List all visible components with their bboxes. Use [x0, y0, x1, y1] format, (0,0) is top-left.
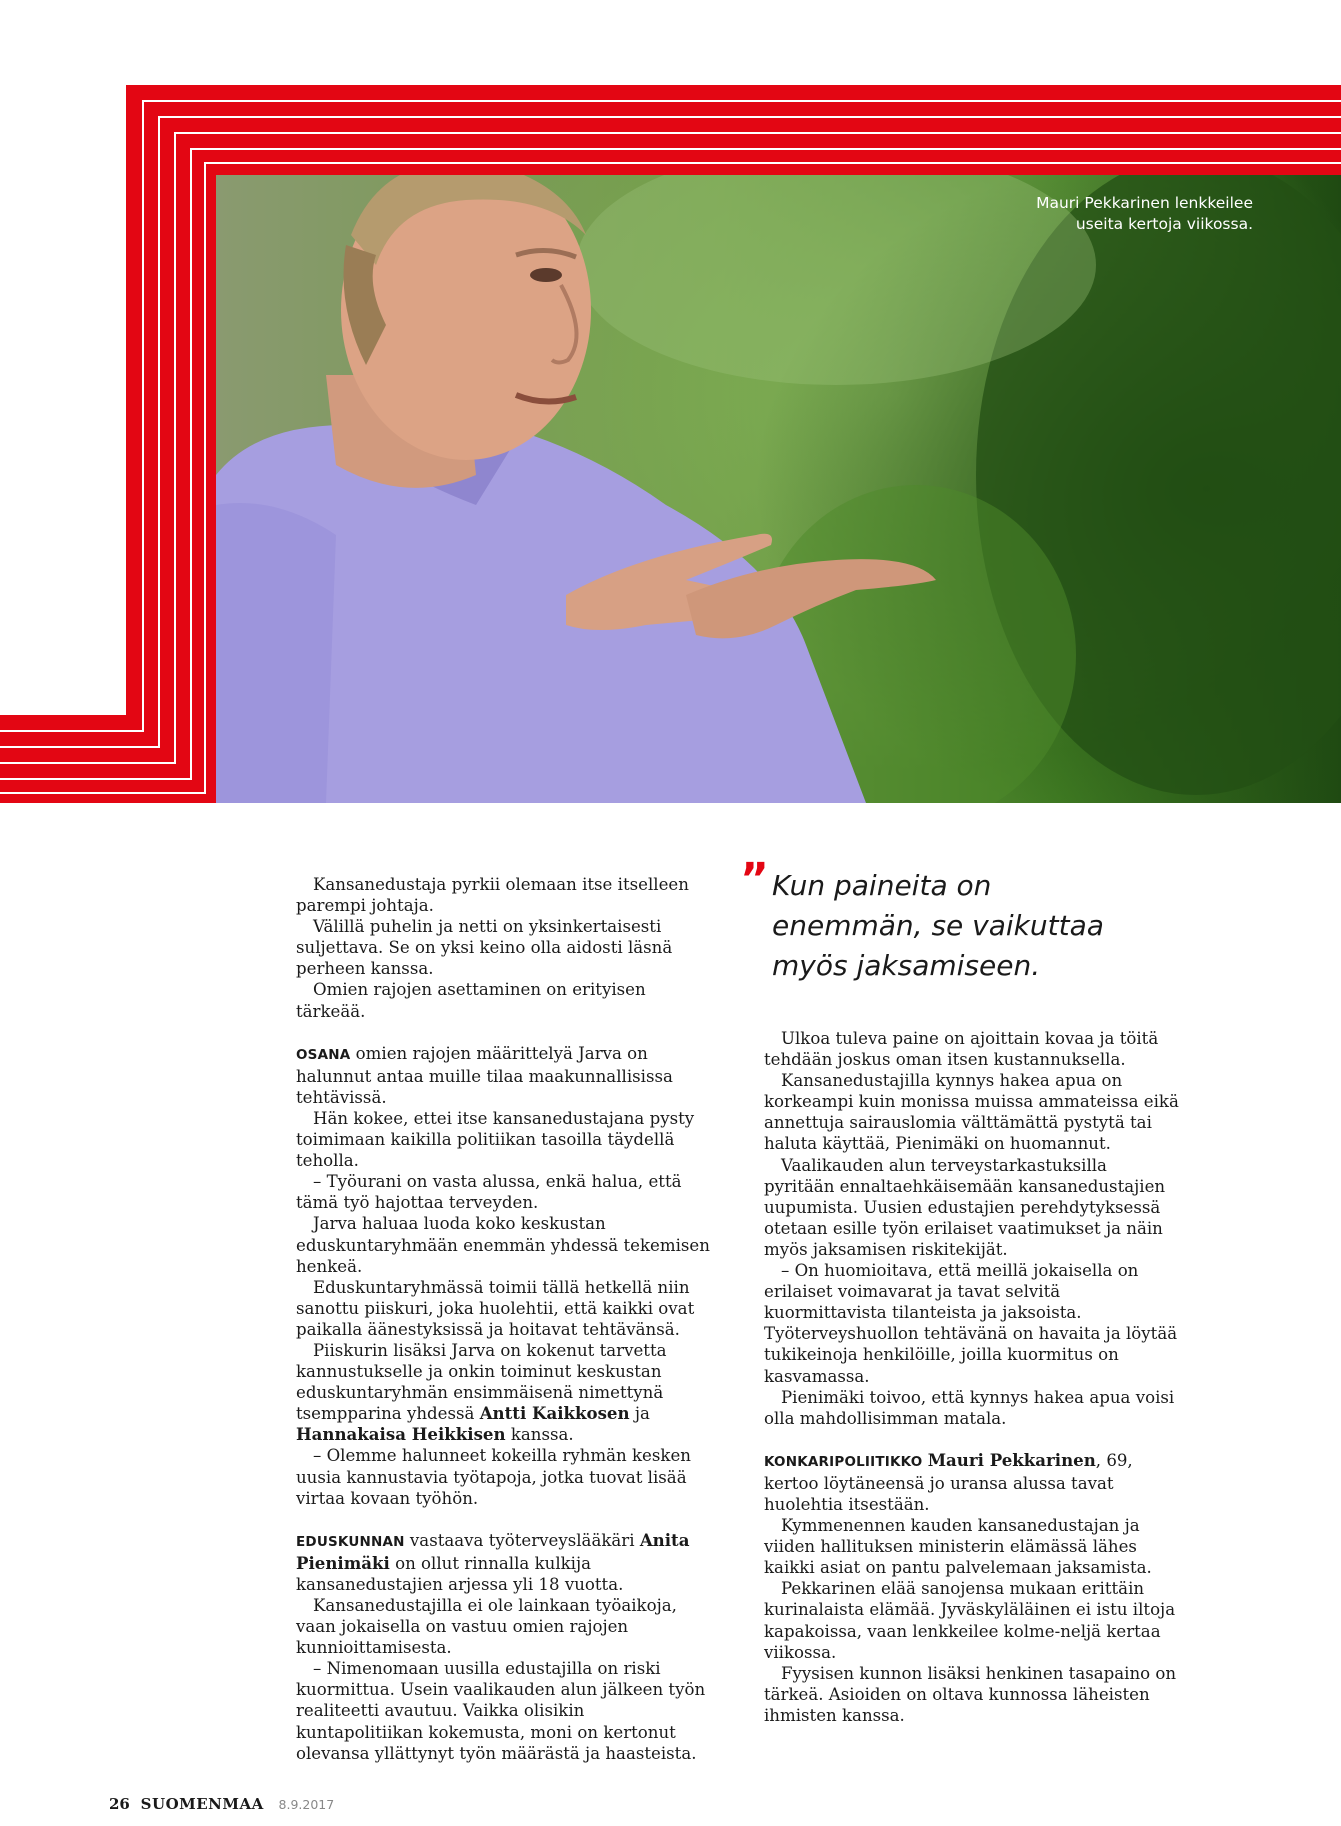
- quote-mark-icon: ”: [740, 854, 769, 905]
- section-lead: EDUSKUNNAN: [296, 1533, 405, 1550]
- pull-quote: [740, 854, 1104, 986]
- paragraph: Kansanedustaja pyrkii olemaan itse itselleen parempi johtaja.: [296, 875, 689, 916]
- magazine-name: SUOMENMAA: [140, 1795, 264, 1813]
- quote-line-1: Kun paineita on: [772, 869, 992, 902]
- text: Piiskurin lisäksi Jarva on kokenut tarvetta kannustukselle ja onkin toiminut keskustan eduskuntaryhmän ensimmäisenä nimettynä tsempparina yhdessä: [296, 1340, 667, 1424]
- text: vastaava työterveyslääkäri: [404, 1530, 640, 1550]
- paragraph: – Työurani on vasta alussa, enkä halua, että tämä työ hajottaa terveyden.: [296, 1172, 682, 1213]
- paragraph: – Nimenomaan uusilla edustajilla on riski kuormittua. Usein vaalikauden alun jälkeen työn realiteetti avautuu. Vaikka olisikin kuntapolitiikan kokemusta, moni on kertonut olevansa yllättynyt työn määrästä ja haasteista.: [296, 1659, 706, 1763]
- paragraph: – On huomioitava, että meillä jokaisella on erilaiset voimavarat ja tavat selvitä kuormittavista tilanteista ja jaksoista. Työterveyshuollon tehtävänä on havaita ja löytää tukikeinoja henkilöille, joilla kuormitus on kasvamassa.: [764, 1261, 1178, 1386]
- section-lead: OSANA: [296, 1046, 351, 1063]
- portrait-illustration: [216, 175, 1341, 803]
- person-name: Hannakaisa Heikkisen: [296, 1424, 506, 1445]
- article-photo: [216, 175, 1341, 803]
- paragraph: Ulkoa tuleva paine on ajoittain kovaa ja töitä tehdään joskus oman itsen kustannuksella.: [764, 1029, 1159, 1070]
- paragraph: Fyysisen kunnon lisäksi henkinen tasapaino on tärkeä. Asioiden on oltava kunnossa läheisten ihmisten kanssa.: [764, 1663, 1177, 1725]
- left-column: [296, 874, 712, 1764]
- paragraph: Kansanedustajilla ei ole lainkaan työaikoja, vaan jokaisella on vastuu omien rajojen kunnioittamisesta.: [296, 1596, 677, 1658]
- page-number: 26: [109, 1795, 130, 1813]
- person-name: Antti Kaikkosen: [479, 1403, 630, 1424]
- paragraph: Hän kokee, ettei itse kansanedustajana pysty toimimaan kaikilla politiikan tasoilla täydellä teholla.: [296, 1108, 695, 1171]
- text: on ollut rinnalla kulkija kansanedustajien arjessa yli 18 vuotta.: [296, 1553, 624, 1594]
- quote-line-3: myös jaksamiseen.: [772, 949, 1041, 982]
- text: ja: [629, 1404, 650, 1424]
- paragraph: [764, 1450, 1180, 1515]
- right-column: [764, 1028, 1180, 1726]
- person-name: Mauri Pekkarinen: [927, 1449, 1096, 1470]
- text: kanssa.: [505, 1425, 574, 1445]
- paragraph: [296, 1043, 712, 1108]
- paragraph: Omien rajojen asettaminen on erityisen tärkeää.: [296, 980, 646, 1021]
- paragraph: Jarva haluaa luoda koko keskustan eduskuntaryhmään enemmän yhdessä tekemisen henkeä.: [296, 1214, 710, 1276]
- caption-line-2: useita kertoja viikossa.: [1075, 215, 1253, 233]
- text: omien rajojen määrittelyä Jarva on halunnut antaa muille tilaa maakunnallisissa tehtävissä.: [296, 1043, 673, 1107]
- paragraph: Välillä puhelin ja netti on yksinkertaisesti suljettava. Se on yksi keino olla aidosti läsnä perheen kanssa.: [296, 917, 673, 979]
- person-name: Anita Pienimäki: [296, 1529, 690, 1573]
- photo-caption: [1036, 193, 1253, 235]
- section-lead: KONKARIPOLIITIKKO: [764, 1453, 923, 1470]
- paragraph: Vaalikauden alun terveystarkastuksilla pyritään ennaltaehkäisemään kansanedustajien uupumista. Uusien edustajien perehdytyksessä otetaan esille työn erilaiset vaatimukset ja näin myös jaksamisen riskitekijät.: [764, 1155, 1166, 1259]
- caption-line-1: Mauri Pekkarinen lenkkeilee: [1036, 194, 1253, 212]
- paragraph: Kansanedustajilla kynnys hakea apua on korkeampi kuin monissa muissa ammateissa eikä annettuja sairauslomia välttämättä pystytä tai haluta käyttää, Pienimäki on huomannut.: [764, 1071, 1179, 1154]
- paragraph: [296, 1530, 712, 1595]
- paragraph: Eduskuntaryhmässä toimii tällä hetkellä niin sanottu piiskuri, joka huolehtii, että kaikki ovat paikalla äänestyksissä ja hoitavat tehtävänsä.: [296, 1277, 695, 1339]
- paragraph: [296, 1340, 712, 1445]
- paragraph: Pekkarinen elää sanojensa mukaan erittäin kurinalaista elämää. Jyväskyläläinen ei istu iltoja kapakoissa, vaan lenkkeilee kolme-neljä kertaa viikossa.: [764, 1579, 1176, 1662]
- paragraph: Pienimäki toivoo, että kynnys hakea apua voisi olla mahdollisimman matala.: [764, 1387, 1175, 1428]
- frame-band-left: [126, 85, 216, 715]
- frame-band-bottom-left: [0, 715, 216, 803]
- issue-date: 8.9.2017: [278, 1797, 335, 1812]
- page-footer: [109, 1795, 334, 1813]
- paragraph: Kymmenennen kauden kansanedustajan ja viiden hallituksen ministerin elämässä lähes kaikki asiat on pantu palvelemaan jaksamista.: [764, 1516, 1152, 1578]
- quote-line-2: enemmän, se vaikuttaa: [772, 909, 1104, 942]
- paragraph: – Olemme halunneet kokeilla ryhmän kesken uusia kannustavia työtapoja, jotka tuovat lisää virtaa kovaan työhön.: [296, 1446, 691, 1508]
- text: , 69, kertoo löytäneensä jo uransa alussa tavat huolehtia itsestään.: [764, 1450, 1133, 1514]
